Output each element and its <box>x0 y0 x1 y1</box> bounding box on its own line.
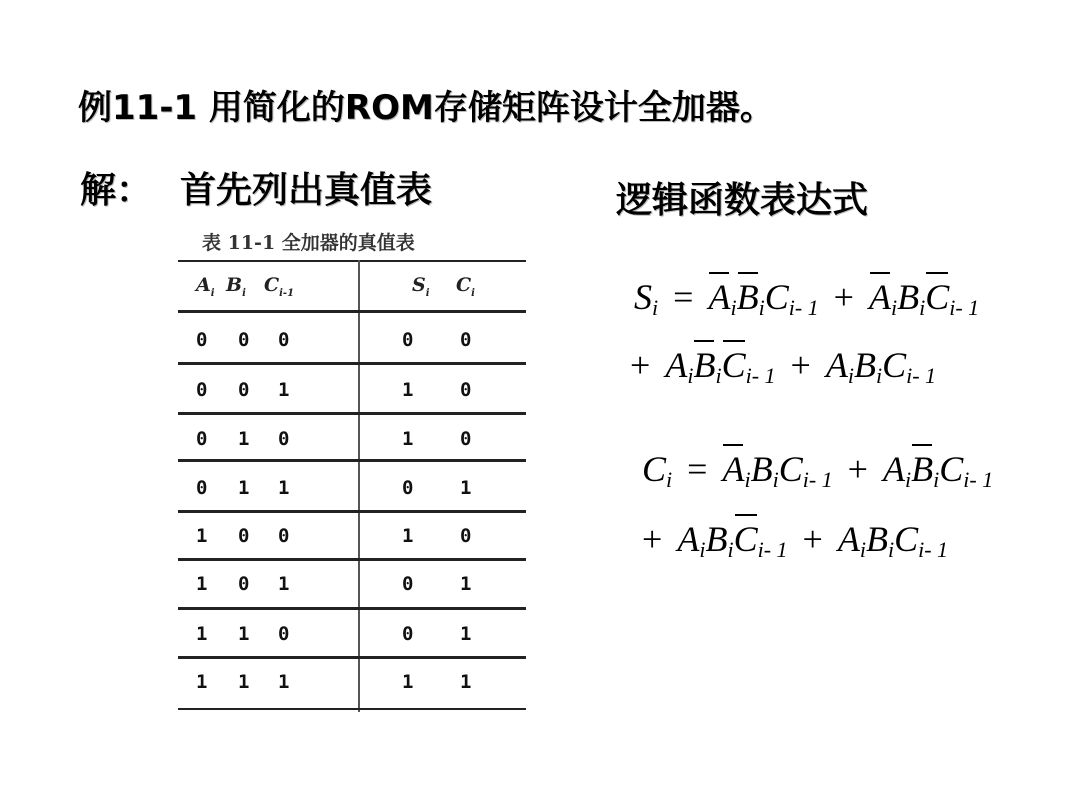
table-row <box>178 560 526 608</box>
cell-s: 0 <box>402 623 414 645</box>
cell-b: 1 <box>238 623 250 645</box>
table-row <box>178 610 526 658</box>
table-header-rule <box>178 310 526 313</box>
table-top-rule <box>178 260 526 262</box>
row-rule <box>178 362 526 365</box>
cell-c: 1 <box>278 379 290 401</box>
cell-co: 1 <box>460 573 472 595</box>
cell-a: 1 <box>196 623 208 645</box>
cell-b: 0 <box>238 379 250 401</box>
cell-a: 1 <box>196 525 208 547</box>
formula-c-line2: + $A_iB_iC_{i- 1} + A_iB_iC_{i- 1}$ <box>642 519 949 562</box>
cell-b: 0 <box>238 573 250 595</box>
cell-a: 1 <box>196 671 208 693</box>
header-a: $A_i$ <box>196 274 215 299</box>
cell-co: 0 <box>460 329 472 351</box>
formula-s-line2: + $A_iB_iC_{i- 1} + A_iB_iC_{i- 1}$ <box>630 345 937 388</box>
cell-b: 0 <box>238 329 250 351</box>
cell-c: 1 <box>278 573 290 595</box>
cell-c: 0 <box>278 329 290 351</box>
header-s: $S_i$ <box>412 274 430 299</box>
cell-co: 1 <box>460 671 472 693</box>
truth-table <box>178 260 526 712</box>
row-rule <box>178 459 526 462</box>
cell-a: 0 <box>196 477 208 499</box>
cell-a: 0 <box>196 428 208 450</box>
header-c: $C_{i-1}$ <box>264 274 295 299</box>
slide-title: 例11-1 用简化的ROM存储矩阵设计全加器。 <box>78 88 774 128</box>
table-row <box>178 415 526 463</box>
cell-c: 0 <box>278 428 290 450</box>
cell-b: 0 <box>238 525 250 547</box>
table-row <box>178 658 526 706</box>
cell-a: 0 <box>196 329 208 351</box>
function-heading: 逻辑函数表达式 <box>616 180 869 221</box>
cell-s: 0 <box>402 329 414 351</box>
cell-s: 1 <box>402 428 414 450</box>
solution-label: 解： <box>80 170 153 211</box>
cell-b: 1 <box>238 477 250 499</box>
table-row <box>178 464 526 512</box>
cell-a: 0 <box>196 379 208 401</box>
cell-c: 0 <box>278 525 290 547</box>
cell-s: 0 <box>402 477 414 499</box>
cell-s: 1 <box>402 671 414 693</box>
table-caption: 表 11-1 全加器的真值表 <box>202 232 415 254</box>
cell-co: 0 <box>460 379 472 401</box>
table-row <box>178 366 526 414</box>
header-b: $B_i$ <box>226 274 246 299</box>
solution-line <box>80 162 432 213</box>
cell-co: 0 <box>460 428 472 450</box>
table-row <box>178 512 526 560</box>
cell-s: 0 <box>402 573 414 595</box>
cell-s: 1 <box>402 379 414 401</box>
cell-co: 1 <box>460 623 472 645</box>
formula-c-line1: $C_i = A_iB_iC_{i- 1} + A_iB_iC_{i- 1}$ <box>642 449 994 492</box>
cell-b: 1 <box>238 671 250 693</box>
cell-c: 0 <box>278 623 290 645</box>
cell-co: 1 <box>460 477 472 499</box>
header-co: $C_i$ <box>456 274 475 299</box>
formula-s-line1: $S_i = A_iB_iC_{i- 1} + A_iB_iC_{i- 1}$ <box>634 277 980 320</box>
table-bottom-rule <box>178 708 526 710</box>
cell-a: 1 <box>196 573 208 595</box>
solution-text: 首先列出真值表 <box>180 170 433 211</box>
cell-c: 1 <box>278 671 290 693</box>
table-row <box>178 316 526 364</box>
cell-co: 0 <box>460 525 472 547</box>
cell-b: 1 <box>238 428 250 450</box>
cell-s: 1 <box>402 525 414 547</box>
cell-c: 1 <box>278 477 290 499</box>
